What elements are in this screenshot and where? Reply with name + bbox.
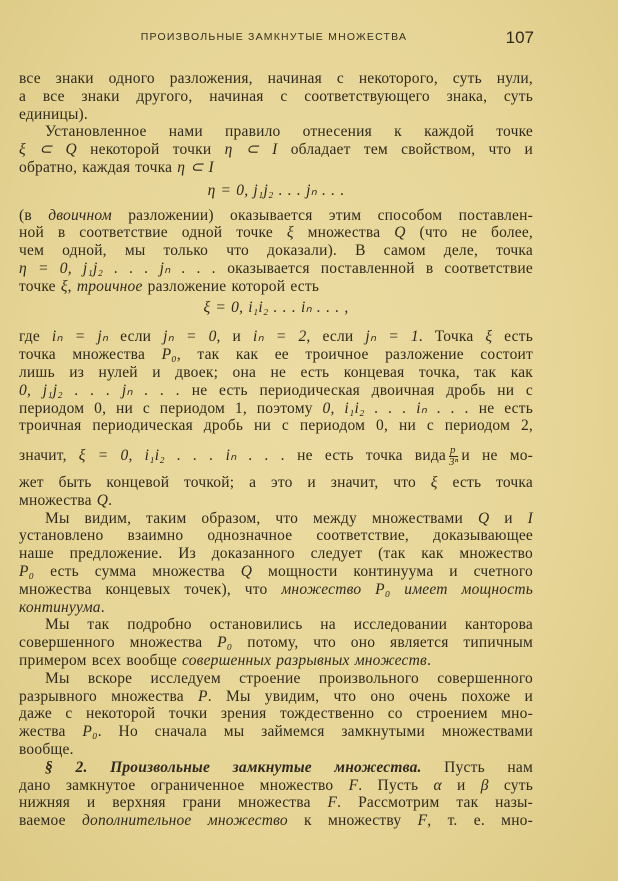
text-segment: Установленное нами правило отнесения к каждой точке <box>45 123 533 141</box>
text-segment: значит, <box>19 447 79 465</box>
text-line <box>19 705 533 723</box>
text-segment: оказывается поставленной в соответствие <box>216 260 533 277</box>
text-line <box>19 70 533 88</box>
italic-text: F <box>348 776 359 794</box>
text-line <box>19 417 533 435</box>
text-segment: примером всех вообще <box>19 652 183 669</box>
text-line <box>19 242 533 260</box>
text-line <box>19 777 533 795</box>
text-segment: потому, что оно является типичным <box>232 634 533 652</box>
italic-text: η ⊂ I <box>224 141 278 159</box>
text-segment: разрывного множества <box>19 687 199 705</box>
text-line <box>19 474 533 492</box>
display-formula <box>19 299 533 317</box>
fraction-den: 3ⁿ <box>449 456 459 469</box>
italic-text: I <box>527 509 533 527</box>
text-segment: Мы вскоре исследуем строение произвольного совершенного <box>45 669 533 687</box>
text-segment: мощности континуума и счетного <box>252 563 533 580</box>
fraction <box>449 445 458 468</box>
text-segment: даже с некоторой точки зрения тождественно со строением мно- <box>19 705 533 723</box>
text-line <box>19 346 533 364</box>
running-head: ПРОИЗВОЛЬНЫЕ ЗАМКНУТЫЕ МНОЖЕСТВА <box>140 31 408 43</box>
fraction-num: p <box>449 445 458 457</box>
text-segment: . Мы увидим, что оно очень похоже и <box>207 687 533 705</box>
text-segment: чем одной, мы только что доказали). В самом деле, точка <box>19 242 533 260</box>
display-formula <box>19 182 533 200</box>
text-segment: жет быть концевой точкой; а это и значит, что <box>19 474 431 491</box>
text-segment: и не мо- <box>461 447 534 465</box>
text-line <box>19 88 533 106</box>
text-segment: не есть периодическая двоичная дробь ни с <box>180 381 533 399</box>
italic-text: F <box>327 794 338 812</box>
text-segment: жества <box>19 723 83 741</box>
section-heading: § 2. Произвольные замкнутые множества. <box>45 758 422 776</box>
italic-text: ξ = 0, i₁i₂ . . . iₙ . . . <box>78 447 286 465</box>
text-segment: дано замкнутое ограниченное множество <box>19 776 349 794</box>
text-segment: троичная периодическая дробь ни с периодом 0, ни с периодом 2, <box>19 417 533 435</box>
text-segment: к множеству <box>287 812 418 830</box>
text-line <box>19 444 534 469</box>
italic-text: совершенных разрывных множеств <box>182 652 427 669</box>
text-line <box>19 278 533 296</box>
text-line <box>19 599 533 617</box>
text-segment: не есть точка вида <box>285 447 446 465</box>
text-line <box>19 563 533 581</box>
text-line <box>19 723 533 741</box>
text-segment: установлено взаимно однозначное соответствие, доказывающее <box>19 527 533 545</box>
text-segment: , и <box>216 328 254 346</box>
italic-text: ξ = 0, i₁i₂ . . . iₙ . . . , <box>203 298 349 316</box>
text-segment: Пусть нам <box>421 758 533 776</box>
text-segment: , если <box>306 328 366 346</box>
text-segment: разложение которой есть <box>142 277 320 295</box>
italic-text: троичное <box>76 277 143 295</box>
italic-text: ξ <box>430 474 438 491</box>
text-line <box>19 141 533 159</box>
text-segment: . <box>100 598 105 616</box>
text-segment: и <box>441 776 481 794</box>
text-segment: не есть <box>468 399 533 417</box>
text-line <box>19 400 533 418</box>
text-segment: нижняя и верхняя грани множества <box>19 794 328 812</box>
text-segment: . <box>426 652 432 669</box>
italic-text: Q <box>65 141 77 159</box>
text-segment: есть точка <box>437 474 533 491</box>
text-line <box>19 382 533 400</box>
text-segment: (в <box>19 206 49 224</box>
italic-text: P₀ <box>161 346 177 364</box>
text-line <box>19 224 533 242</box>
text-segment: все знаки одного разложения, начиная с некоторого, суть нули, <box>19 70 533 87</box>
italic-text: ξ <box>60 277 68 295</box>
text-line <box>19 634 533 652</box>
italic-text: P₀ <box>217 634 233 652</box>
italic-text: P₀ <box>19 563 35 580</box>
text-segment: множества <box>293 224 395 242</box>
text-segment: суть <box>488 776 533 794</box>
text-line <box>19 545 533 563</box>
text-line <box>19 260 533 278</box>
text-line <box>19 616 533 634</box>
text-segment: . Точка <box>418 328 486 346</box>
text-segment: и <box>489 509 528 527</box>
italic-text: jₙ = 1 <box>365 328 419 346</box>
italic-text: ξ <box>286 224 294 242</box>
text-segment: Мы так подробно остановились на исследовании канторова <box>45 616 533 634</box>
text-segment: множества <box>19 491 97 509</box>
text-line <box>19 812 533 830</box>
italic-text: jₙ = 0 <box>163 328 217 346</box>
text-segment: если <box>108 328 164 346</box>
text-segment: , <box>67 277 77 295</box>
italic-text: P₀ <box>82 723 98 741</box>
text-segment: вообще. <box>19 741 74 758</box>
italic-text: 0, i₁i₂ . . . iₙ . . . <box>322 399 469 417</box>
italic-text: множество P₀ имеет мощность <box>281 580 533 598</box>
italic-text: двоичном <box>48 206 112 224</box>
italic-text: 0, j₁j₂ . . . jₙ . . . <box>19 381 181 399</box>
italic-text: β <box>480 776 489 794</box>
text-segment: Мы видим, таким образом, что между множествами <box>45 509 478 527</box>
text-segment: . Но сначала мы займемся замкнутыми множествами <box>97 723 533 741</box>
text-segment: лишь из нулей и двоек; она не есть концевая точка, так как <box>19 364 533 381</box>
italic-text: P <box>198 687 208 705</box>
italic-text: ξ <box>485 328 493 346</box>
text-segment: , т. е. мно- <box>427 812 533 830</box>
italic-text: ξ ⊂ <box>19 141 66 159</box>
text-segment: , так как ее троичное разложение состоит <box>176 346 533 364</box>
text-line <box>19 794 533 812</box>
text-line <box>19 581 533 599</box>
italic-text: η ⊂ I <box>177 159 214 176</box>
text-segment: наше предложение. Из доказанного следует (так как множество <box>19 545 533 563</box>
italic-text: Q <box>477 509 490 527</box>
text-segment: есть сумма множества <box>34 563 241 580</box>
text-segment: совершенного множества <box>19 634 218 652</box>
italic-text: континуума <box>19 598 101 616</box>
italic-text: F <box>417 812 428 830</box>
italic-text: дополнительное множество <box>81 812 288 830</box>
text-line <box>19 510 533 528</box>
text-segment: точка множества <box>19 346 162 364</box>
text-line <box>19 741 533 759</box>
text-segment: . <box>108 491 113 509</box>
text-segment: обладает тем свойством, что и <box>277 141 533 159</box>
italic-text: α <box>433 776 442 794</box>
text-segment: (что не более, <box>405 224 533 242</box>
text-segment: точке <box>19 277 61 295</box>
italic-text: Q <box>240 563 253 580</box>
text-segment: есть <box>492 328 533 346</box>
text-line <box>19 652 533 670</box>
text-segment: где <box>19 328 52 346</box>
text-segment: ной в соответствие одной точке <box>19 224 287 242</box>
page-number: 107 <box>505 28 534 47</box>
text-line <box>19 123 533 141</box>
text-line <box>19 527 533 545</box>
text-line <box>19 759 533 777</box>
text-line <box>19 688 533 706</box>
text-segment: периодом 0, ни с периодом 1, поэтому <box>19 399 323 417</box>
italic-text: η = 0, j₁j₂ . . . jₙ . . . <box>207 181 345 199</box>
italic-text: iₙ = jₙ <box>51 328 109 346</box>
text-line <box>19 364 533 382</box>
text-line <box>19 492 533 510</box>
text-segment: множества концевых точек), что <box>19 580 282 598</box>
text-segment: а все знаки другого, начиная с соответствующего знака, суть <box>19 87 533 105</box>
text-line <box>19 106 533 124</box>
text-segment: разложении) оказывается этим способом поставлен- <box>111 206 533 224</box>
text-segment: ваемое <box>19 812 82 830</box>
italic-text: η = 0, j₁j₂ . . . jₙ . . . <box>19 260 217 277</box>
text-line <box>19 670 533 688</box>
text-line <box>19 159 533 177</box>
text-line <box>19 328 533 346</box>
italic-text: Q <box>96 491 109 509</box>
italic-text: iₙ = 2 <box>253 328 307 346</box>
text-segment: . Рассмотрим так назы- <box>337 794 533 812</box>
text-segment: . Пусть <box>358 776 434 794</box>
text-segment: обратно, каждая точка <box>19 159 178 176</box>
italic-text: Q <box>394 224 406 242</box>
text-segment: некоторой точки <box>76 141 225 159</box>
text-segment: единицы). <box>19 105 88 123</box>
text-line <box>19 207 533 225</box>
